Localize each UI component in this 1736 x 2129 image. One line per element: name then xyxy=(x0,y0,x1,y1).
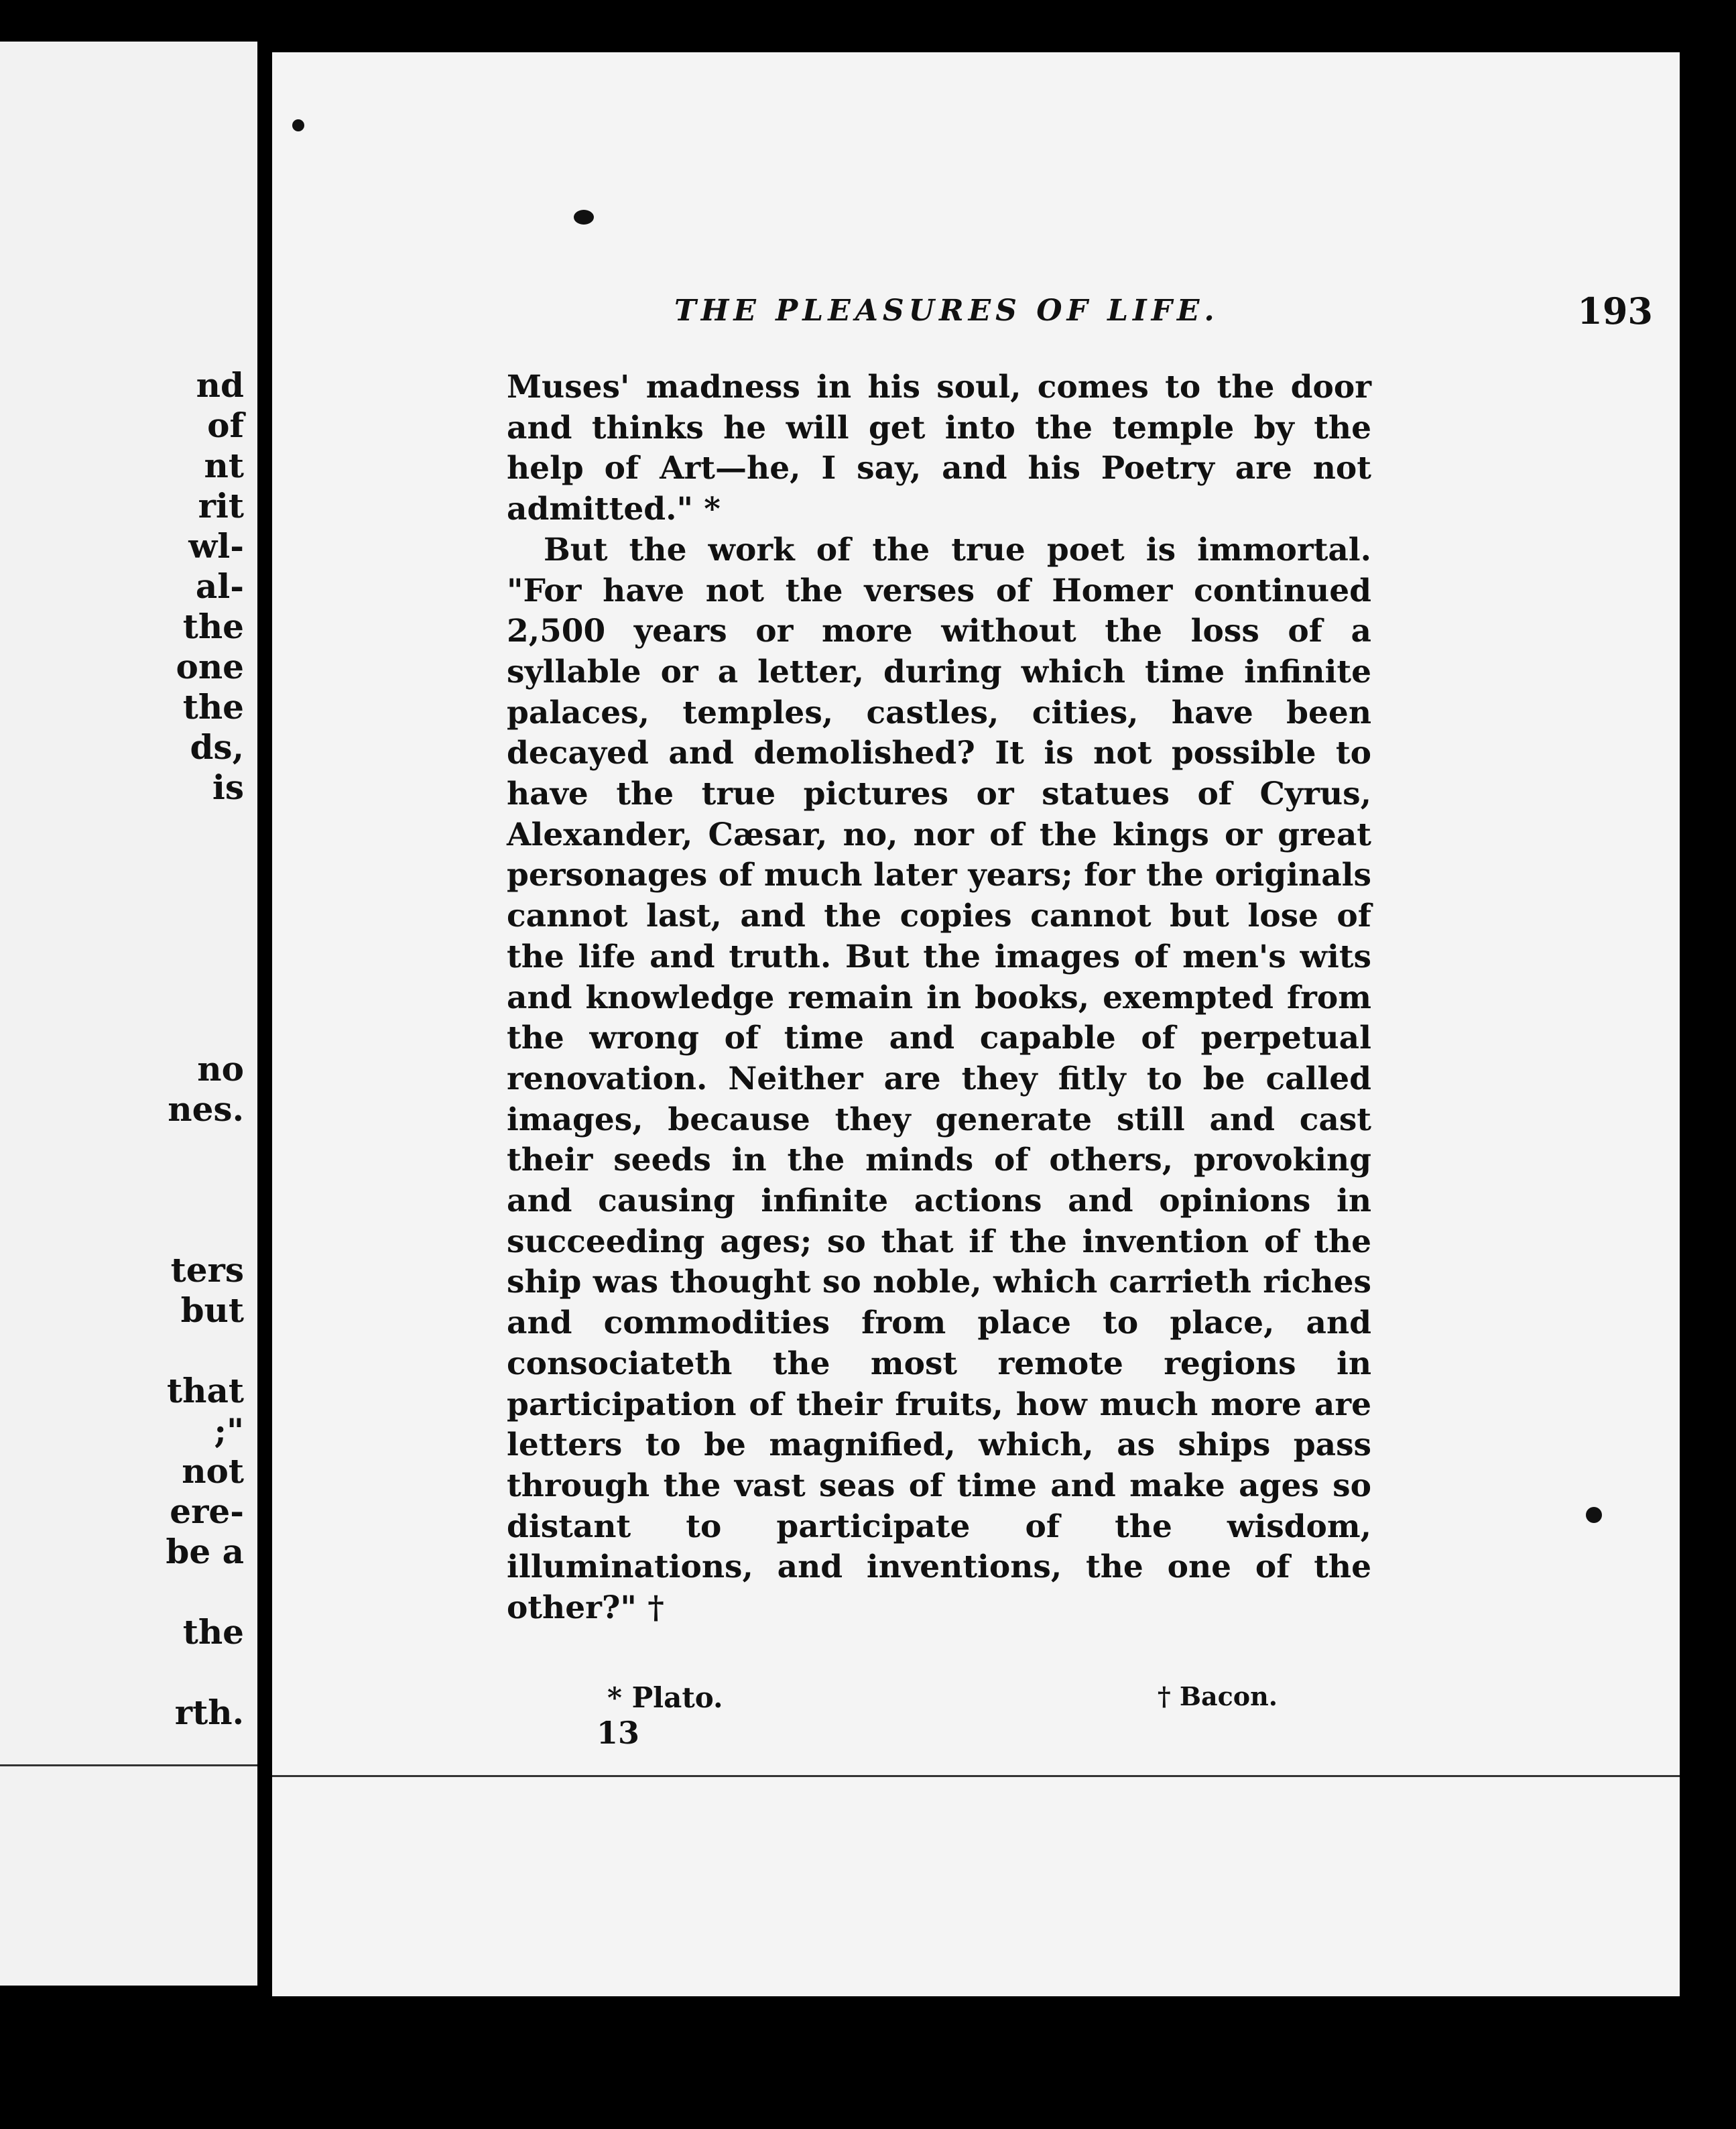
left-page-fragment: ;" xyxy=(214,1411,244,1451)
left-page-fragment: ere- xyxy=(170,1492,244,1531)
left-page-fragment: wl- xyxy=(188,526,244,566)
left-page-fragment: al- xyxy=(195,566,244,606)
left-page-fragment: no xyxy=(197,1049,244,1089)
left-page-fragment: the xyxy=(182,607,244,646)
signature-mark: 13 xyxy=(597,1715,640,1751)
page-bottom-rule xyxy=(272,1775,1680,1777)
left-page-fragment: that xyxy=(167,1371,244,1410)
page-number: 193 xyxy=(1577,290,1653,332)
body-text xyxy=(507,367,1371,1629)
ink-speck xyxy=(574,210,594,225)
left-page-fragment: nd xyxy=(196,365,244,405)
left-page-fragment: of xyxy=(207,406,244,445)
footnote-bacon: † Bacon. xyxy=(1157,1681,1278,1711)
left-page-fragment: be a xyxy=(166,1532,244,1571)
left-facing-page xyxy=(0,42,257,1986)
left-page-fragment: one xyxy=(176,647,244,686)
left-page-fragment: ters xyxy=(170,1250,244,1290)
left-page-fragment: the xyxy=(182,1612,244,1652)
left-page-fragment: nt xyxy=(204,446,244,485)
paragraph: Muses' madness in his soul, comes to the door and thinks he will get into the temple by the help of Art—he, I say, and his Poetry are not admitted." * xyxy=(507,369,1371,528)
left-page-fragment: not xyxy=(182,1451,244,1491)
left-page-fragment: ds, xyxy=(190,727,244,767)
left-page-fragment: rth. xyxy=(174,1693,244,1732)
left-page-bottom-rule xyxy=(0,1764,257,1766)
running-header xyxy=(674,290,1653,341)
ink-speck xyxy=(1586,1507,1602,1523)
paragraph: But the work of the true poet is immortal. "For have not the verses of Homer continued 2,500 years or more without the loss of a syllable or a letter, during which time infinite palaces, temples, castles, cities, have been decayed and demolished? It is not possible to have the true pictures or statues of Cyrus, Alexander, Cæsar, no, nor of the kings or great personages of much later years; for the originals cannot last, and the copies cannot but lose of the life and truth. But the images of men's wits and knowledge remain in books, exempted from the wrong of time and capable of perpetual renovation. Neither are they fitly to be called images, because they generate still and cast their seeds in the minds of others, provoking and causing infinite actions and opinions in succeeding ages; so that if the invention of the ship was thought so noble, which carrieth riches and commodities from place to place, and consociateth the most remote regions in participation of their fruits, how much more are letters to be magnified, which, as ships pass through the vast seas of time and make ages so distant to participate of the wisdom, illuminations, and inventions, the one of the other?" † xyxy=(507,531,1371,1627)
ink-speck xyxy=(292,119,304,131)
left-page-fragment: but xyxy=(180,1290,244,1330)
footnote-plato: * Plato. xyxy=(607,1681,723,1714)
running-title: THE PLEASURES OF LIFE. xyxy=(674,294,1219,328)
left-page-fragment: the xyxy=(182,687,244,727)
book-page xyxy=(272,52,1680,1996)
book-gutter xyxy=(257,27,272,2004)
footnotes xyxy=(607,1681,1278,1721)
left-page-fragment: nes. xyxy=(168,1089,244,1129)
left-page-fragment: rit xyxy=(198,486,244,526)
left-page-fragment: is xyxy=(212,768,244,807)
